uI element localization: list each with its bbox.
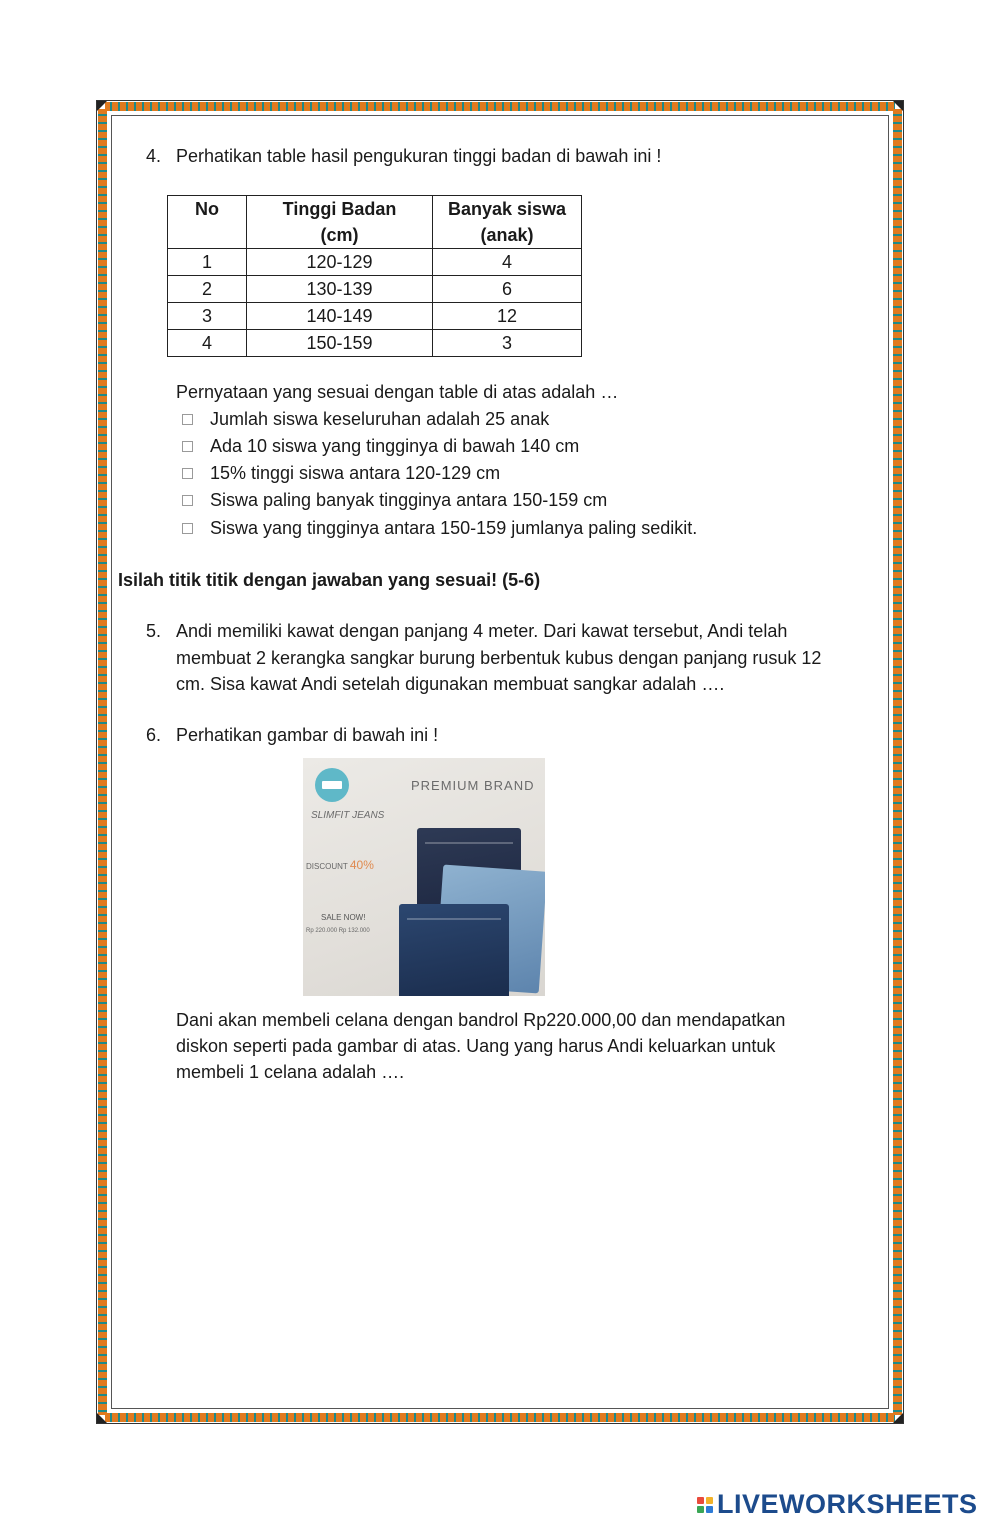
table-cell: 130-139 <box>247 276 433 303</box>
table-header-cell <box>247 196 433 249</box>
header-line: No <box>195 199 219 219</box>
checkbox[interactable] <box>182 414 193 425</box>
question-6-line: membeli 1 celana adalah …. <box>176 1062 405 1082</box>
logo-square <box>706 1497 713 1504</box>
ad-sale: SALE NOW! <box>321 913 366 922</box>
logo-square <box>706 1506 713 1513</box>
table-cell: 2 <box>168 276 247 303</box>
jeans-ad-image <box>303 758 545 996</box>
question-6-number: 6. <box>146 725 162 745</box>
table-header-row <box>168 196 582 249</box>
table-cell: 150-159 <box>247 330 433 357</box>
corner-ornament <box>97 101 107 111</box>
answer-option-label: 15% tinggi siswa antara 120-129 cm <box>210 463 501 483</box>
checkbox[interactable] <box>182 523 193 534</box>
table-cell: 3 <box>168 303 247 330</box>
table-header-cell <box>168 196 247 249</box>
answer-option-label: Jumlah siswa keseluruhan adalah 25 anak <box>210 409 550 429</box>
question-4-number: 4. <box>146 146 162 166</box>
ad-product: SLIMFIT JEANS <box>311 810 385 821</box>
liveworksheets-wordmark: LIVEWORKSHEETS <box>717 1489 978 1519</box>
answer-option[interactable] <box>182 460 500 486</box>
table-cell: 6 <box>433 276 582 303</box>
header-line: (cm) <box>320 225 359 245</box>
question-6-line: Dani akan membeli celana dengan bandrol Rp220.000,00 dan mendapatkan <box>176 1010 786 1030</box>
checkbox[interactable] <box>182 441 193 452</box>
question-4-statement: Pernyataan yang sesuai dengan table di atas adalah … <box>176 382 619 402</box>
question-6-prompt: Perhatikan gambar di bawah ini ! <box>176 725 439 745</box>
checkbox[interactable] <box>182 468 193 479</box>
answer-option[interactable] <box>182 406 549 432</box>
border-strip-bottom <box>105 1413 895 1422</box>
checkbox[interactable] <box>182 495 193 506</box>
table-cell: 4 <box>433 249 582 276</box>
answer-option-label: Siswa yang tingginya antara 150-159 jumlanya paling sedikit. <box>210 518 698 538</box>
answer-option[interactable] <box>182 515 697 541</box>
table-header-cell <box>433 196 582 249</box>
ad-discount-label: DISCOUNT <box>306 862 348 871</box>
header-line: (anak) <box>480 225 534 245</box>
question-4-prompt: Perhatikan table hasil pengukuran tinggi badan di bawah ini ! <box>176 146 662 166</box>
jeans-medium-icon <box>399 904 509 996</box>
height-table <box>167 195 582 357</box>
question-6-line: diskon seperti pada gambar di atas. Uang yang harus Andi keluarkan untuk <box>176 1036 776 1056</box>
corner-ornament <box>893 1413 903 1423</box>
border-strip-top <box>105 102 895 111</box>
table-row <box>168 330 582 357</box>
ad-discount <box>306 858 374 872</box>
question-5-line: membuat 2 kerangka sangkar burung berbentuk kubus dengan panjang rusuk 12 <box>176 648 822 668</box>
table-cell: 4 <box>168 330 247 357</box>
ad-brand: PREMIUM BRAND <box>411 778 535 793</box>
question-5-line: Andi memiliki kawat dengan panjang 4 meter. Dari kawat tersebut, Andi telah <box>176 621 788 641</box>
header-line: Tinggi Badan <box>282 199 397 219</box>
border-strip-right <box>893 109 902 1415</box>
ad-price: Rp 220.000 Rp 132.000 <box>306 928 370 934</box>
ad-discount-value: 40% <box>349 858 374 872</box>
question-5-number: 5. <box>146 621 162 641</box>
table-cell: 12 <box>433 303 582 330</box>
border-strip-left <box>98 109 107 1415</box>
table-cell: 1 <box>168 249 247 276</box>
liveworksheets-grid-icon <box>697 1497 713 1513</box>
answer-option-label: Siswa paling banyak tingginya antara 150-159 cm <box>210 490 608 510</box>
corner-ornament <box>893 101 903 111</box>
section-heading: Isilah titik titik dengan jawaban yang sesuai! (5-6) <box>118 570 541 590</box>
table-cell: 140-149 <box>247 303 433 330</box>
question-5-line: cm. Sisa kawat Andi setelah digunakan membuat sangkar adalah …. <box>176 674 725 694</box>
table-cell: 120-129 <box>247 249 433 276</box>
table-row <box>168 303 582 330</box>
answer-option-label: Ada 10 siswa yang tingginya di bawah 140 cm <box>210 436 580 456</box>
header-line: Banyak siswa <box>447 199 567 219</box>
corner-ornament <box>97 1413 107 1423</box>
table-row <box>168 276 582 303</box>
logo-square <box>697 1506 704 1513</box>
table-cell: 3 <box>433 330 582 357</box>
brand-logo-icon <box>315 768 349 802</box>
logo-square <box>697 1497 704 1504</box>
answer-option[interactable] <box>182 433 579 459</box>
table-row <box>168 249 582 276</box>
liveworksheets-logo[interactable] <box>697 1489 978 1520</box>
answer-option[interactable] <box>182 487 607 513</box>
